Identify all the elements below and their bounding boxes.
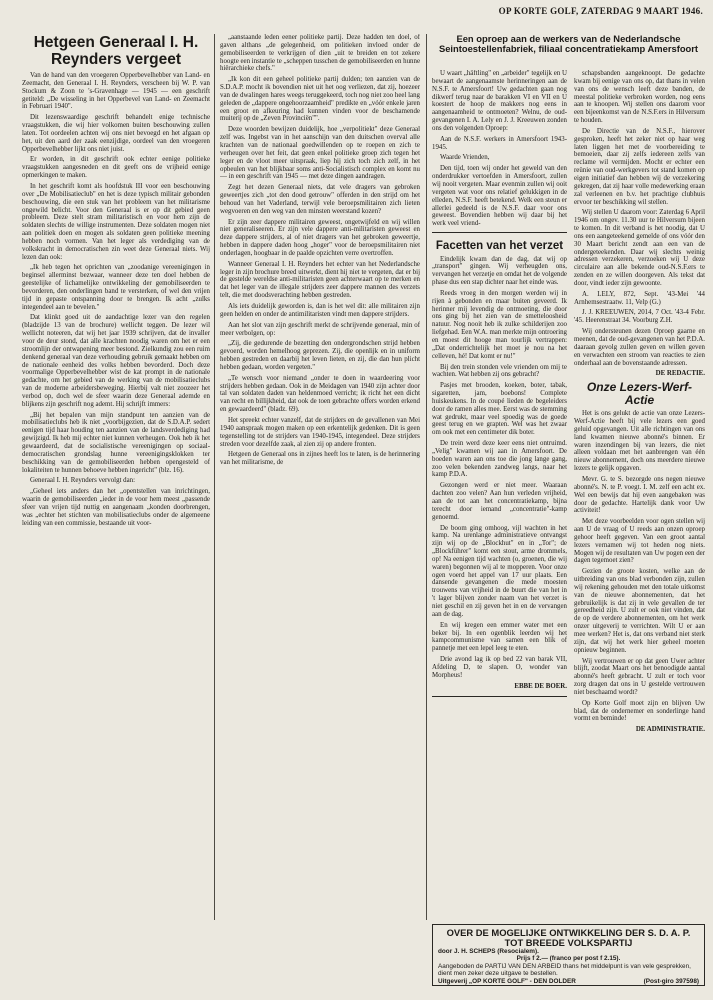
ad-publisher: Uitgeverij „OP KORTE GOLF" - DEN DOLDER [438,977,576,985]
facetten-paragraph: Reeds vroeg in den morgen werden wij in rijen à gebonden en maar buiten geveerd. Ik herinner mij levendig de ontmoeting, die door ons ging bij het zien van de smetteloosheid natuur. Nog nooit heb ik zulke schilderijen zoo liefgehad. Een W.A. man merkte mijn ontroering en moest dit hooge man tourlijk vertrappen: „Dat onderrichtelijk het moet je nou na het celleven, hé! Dat komt er nu!" [432,289,567,360]
oproep-heading [432,34,705,54]
column-rule [214,34,215,920]
oproep-right [574,70,705,920]
onze-paragraph: Op Korte Golf moet zijn en blijven Uw blad, dat de ondernemer en sonderlinge hand vormt en beminde! [574,699,705,723]
article-paragraph: Het spreekt echter vanzelf, dat de strijders en de gevallenen van Mei 1940 aanspraak mogen maken op een erkentelijk gedenken. Dit is geen tegenstelling tot de strijders van 1940-1945, integendeel. Deze strijders streden voor dezelfde zaak, al zien zij op andere fronten. [220,416,420,448]
column-rule [426,34,427,920]
article-paragraph: Hetgeen de Generaal ons in zijnes heeft los te laten, is de herinnering van het militarisme, de [220,451,420,467]
advertisement-box [432,924,705,986]
article-paragraph: Dat klinkt goed uit de aandachtige lezer van den regelen (bladzijde 13 van de brochure) wellicht teggen. De lezer wil wellicht noteeren, dat wij het jaar 1939 schrijven, dat de invaller voor de deur stond, dat alle krachten noodig waren om het er een stroomlijn der ontwapening meer bestond. Zielkundig zou een ruim denkend generaal van deze verhouding gebruik gemaakt hebben om de nationale eenheid des volks hebben bevorderd. Doch deze voormalige Opperbevelhebber wist de kat prompt in de nationale gedachte, om het gebied van de werking van de mobilisatieclubs van de moderne arbeidersbeweging. Hierbij valt niet zoozeer het verbod op, doch wel de sfeer waarin deze Generaal ademde en blijkens zijn geschrift nog ademt. Hij schrijft immers: [22,314,210,408]
oproep-paragraph: J. J. KREEUWEN, 2014, 7 Oct. '43-4 Febr. '45. Heerenstraat 34. Voorburg Z.H. [574,309,705,325]
article-paragraph: Dit lezenswaardige geschrift behandelt enige technische vraagstukken, die wij hier volkomen buiten beschouwing zullen laten. Tot oordeelen achten wij ons niet bevoegd en het afgaan op het, uit den aard der zaak eenzijdige, oordeel van den vroegeren Opperbevelhebber lijkt ons niet juist. [22,114,210,153]
article-paragraph: „aanstaande leden eener politieke partij. Deze hadden ten doel, of gaven althans „de gelegenheid, om politieken invloed onder de gemobiliseerden te verkrijgen of dien „uit te breiden en tot zekere hoogte een instantie te „scheppen tusschen de gemobiliseerden en hunne hiërarchieke chefs." [220,34,420,73]
article-paragraph: Zegt het dezen Generaal niets, dat vele dragers van gebroken geweertjes zich „tot den dood getrouw" offerden in den strijd om het behoud van het Vaderland, terwijl vele beroepsmilitairen zich lieten wegvoeren en den weg van den minsten weerstand kozen? [220,184,420,215]
article-paragraph: Aan het slot van zijn geschrift merkt de schrijvende generaal, min of meer verbolgen, op: [220,321,420,337]
oproep-paragraph: A. LELY, 872, Sept. '43-Mei '44 Arnhemsestraatw. 11, Velp (G.) [574,290,705,306]
facetten-paragraph: En wij kregen een emmer water met een beker bij. In een ogenblik leerden wij het kampcommunisme van samen een blik of pannetje met een lepel leeg te eten. [432,621,567,653]
article-paragraph: In het geschrift komt als hoofdstuk III voor een beschouwing over „De Mobilisatieclub" en het is deze typisch militair gebonden beschouwing, die een stuk van het probleem van het militarisme ongewild belicht. Voor den Generaal is er op dit gebied geen probleem. Deze stelt stram militaristisch en voor hem zijn de soldaten slechts de willige instrumenten. Deze soldaten mogen niet aan politiek doen en mogen als soldaten geen politieke meening hebben noch vormen. Van het leger als verdediging van de volkskracht in democratischen zin weet deze Generaal niets. Wij lezen dan ook: [22,182,210,261]
ad-headline: OVER DE MOGELIJKE ONTWIKKELING DER S. D. A. P. TOT BREEDE VOLKSPARTIJ [446,927,691,948]
facetten-paragraph: Eindelijk kwam dan de dag, dat wij op „transport" gingen. Wij verheugden ons, vervangen het verzetje en omdat het de volgende phase dus een stap dichter naar het einde was. [432,255,567,287]
onze-paragraph: Gezien de groote kosten, welke aan de uitbreiding van ons blad verbonden zijn, zullen wij rekening gehouden met den totale uitkomst van de nieuwe abonnementen, dat het gebruikelijk is dat zij in vele gevallen de ter gereedheid zijn. U zult er ook niet vinden, dat de op de verdere abonnementen, om het werk onzer uitgeverij te verrichten. Wilt U er aan mee werken? Het is, dat ons verband niet sterk zijn, dat wij het werk hier geheel moeten opnieuw beginnen. [574,568,705,654]
oproep-paragraph: U waart „häftling" en „arbeider" tegelijk en U bewaart de aangenaamste herinneringen aan de N.S.F. te Amersfoort! Uw gedachten gaan nog dikwerf terug naar de barakken VI en VII en U koestert de hoop de makkers nog eens in aangenaamheid te ontmoeten? Welnu, de oud-gevangenen I. A. Lely en J. J. Kreeuwen zonden ons den volgenden Oproep: [432,70,567,132]
article-paragraph: Als iets duidelijk geworden is, dan is het wel dit: alle militairen zijn geen helden en onder de antimilitaristen vindt men dappere strijders. [220,303,420,318]
facetten-paragraph: Pasjes met brooden, koeken, boter, tabak, sigaretten, jam, boebons! Complete huiskeukens. In de coupé lieden de begeleiders door de ramen alles mee. Eerst was de stemming wat gedrukt, maar veel spoedig was de goede geest terug en we grapten. Wel was het zwaar om ook met een centimeter dik boter. [432,382,567,437]
article-reynders-col1 [22,34,210,986]
onze-paragraph: Wij vertrouwen er op dat geen Uwer achter blijft, zoodat Maart ons het benoodigde aantal abonné's heeft gebracht. U zult er toch voor zorg dragen dat ons in U gestelde vertrouwen niet beschaamd wordt? [574,657,705,696]
oproep-paragraph: Waarde Vrienden, [440,154,490,162]
facetten-paragraph: Drie avond lag ik op bed 22 van barak VII, Afdeling D, te slapen. O, wonder van Morpheus! [432,656,567,679]
oproep-paragraph: schapsbanden aangeknoopt. De gedachte kwam bij eenige van ons op, dat thans in velen van ons de wensch leeft deze banden, de meestal politieke verbroken worden, nog eens aan te knoopen. Wij stellen ons daarom voor een bijeenkomst van de N.S.F.ers in Hilversum te houden. [574,70,705,125]
article-reynders-col2 [220,34,420,986]
article-paragraph: „Geheel iets anders dan het „opentstellen van inrichtingen, waarin de gemobiliseerden „ieder in de voor hem meest „passende sfeer van vrijen tijd nuttig en aangenaam „konden doorbrengen, was „echter het stichten van mobilisatieclubs onder de algemeene leiding van een commissie, bestaande uit voor- [22,488,210,527]
facetten-signature: EBBE DE BOER. [514,682,567,690]
article-paragraph: Er worden, in dit geschrift ook echter eenige politieke vraagstukken aangesneden en dit geeft ons de vrijheid eenige opmerkingen te maken. [22,156,210,180]
article-paragraph: „Zij, die gedurende de bezetting den ondergrondschen strijd hebben gevoerd, worden hemelhoog geprezen. Zij, die openlijk en in uniform hebben gestreden en daarbij het leven lieten, en zij, die dan hun plicht hebben gedaan, worden vergeten." [220,340,420,371]
oproep-paragraph: Wij ondersteunen dezen Oproep gaarne en meenen, dat de oud-gevangenen van het P.D.A. daaraan gevolg zullen geven en willen geven en verwachten een stroom van reacties te zien onderhaal aan de bovenstaande adressen. [574,328,705,367]
article-paragraph: „Bij het bepalen van mijn standpunt ten aanzien van de mobilisatieclubs heb ik niet „voorbijgezien, dat de S.D.A.P. sedert eenigen tijd haar houding ten aanzien van de landsverdediging had gewijzigd. Ik heb mij echter niet kunnen verheugen. Ook heb ik het gewaardeerd, dat de socialistische vereenigingen op sociaal-democratischen grondslag hunne vereenigingsklokken ter beschikking van de gemobiliseerden hebben opengesteld of lokaliteiten te hunnen behoeve hebben ingericht" (blz. 16). [22,411,210,474]
oproep-paragraph: De Directie van de N.S.F., hierover gesproken, heeft het zeker niet op haar weg laten liggen het met de voorbereiding te bemoeien, daar zij zelfs iedereen zelfs van reclame wil vermijden. Mocht er echter een reünie van oud-werkgevers tot stand komen op eigen initiatief dan hebben wij de verzekering gekregen, dat zij haar volle medewerking eraan zal verleenen en b.v. het prachtige clubhuis ervoor ter beschikking wil stellen. [574,127,705,206]
facetten-box [432,232,567,697]
facetten-paragraph: De trein werd deze keer eens niet ontruimd. „Velig" kwamen wij aan in Amersfoort. De boeden waren aan ons toe die jong lange gang, zoo velen bekenden zandweg langs, naar het kamp P.D.A. [432,440,567,479]
facetten-paragraph: Gezongen werd er niet meer. Waaraan dachten zoo velen? Aan hun verleden vrijheid, aan de tot aan het concentratiekamp, bijna terecht door iemand „concentratie"-kamp genoemd. [432,482,567,521]
onze-paragraph: Mevr. G. te S. bezorgde ons negen nieuwe abonné's. N. te P. voegt. I. M. zelf een acht ex. Wel een bewijs dat hij even aangebaken was door de gedachte. Hartelijk dank voor Uw activiteit! [574,475,705,515]
onze-title: Onze Lezers-Werf-Actie [586,380,693,408]
ad-giro: (Post-giro 397598) [643,977,699,985]
facetten-paragraph: Bij den trein stonden vele vrienden om mij te wachten. Wat hebben zij ons gebracht? [432,363,567,379]
article-paragraph: Er zijn zeer dappere militairen geweest, ongetwijfeld en wij willen niet generaliseeren. Er zijn vele dappere anti-militaristen geweest en deze dappere strijders, al of niet dragers van het gebroken geweertje, hebben in dappere daden hoog „hoger" voor de beroepsmilitairen niet onderlagen, hoogbaar in de paalde opzichten verre overtroffen. [220,218,420,257]
masthead: OP KORTE GOLF, ZATERDAG 9 MAART 1946. [498,6,703,16]
oproep-left [432,70,567,920]
ad-author: door J. H. SCHEPS (Resocialem). [438,948,539,955]
onze-signature: DE ADMINISTRATIE. [635,726,705,734]
oproep-signature: DE REDACTIE. [655,370,705,378]
article-paragraph: Deze woorden bewijzen duidelijk, hoe „verpolitiekt" deze Generaal zelf was. Ingebst van in het aanschijn van den duitschen overval alle krachten van de nationaal goedwillenden op te roepen en zich te verheugen over het feit, dat geen enkel politieke groep zich tegen het leger en de vloot meer uitspraak, liep hij zich toch zich zelf, in het opbeulen van het blijkbaar soms anti-Socialistisch complex en komt nu — in een geschrift van 1945 — met deze dingen aandragen. [220,126,420,181]
article-paragraph: „Ik kon dit een geheel politieke partij dulden; ten aanzien van de S.D.A.P. mocht ik bovendien niet uit het oog verliezen, dat zij, hoezeer van de dwalingen hares weegs teruggekeerd, toch nog niet zoo heel lang geleden de „dappere ongehoorzaamheid" predikte en „vóór enkele jaren een groot en afkeuring had kunnen vinden voor de beschamende muiterij op de „Zeven Provinciën"". [220,76,420,123]
article-paragraph: „Te wensch voor niemand „onder te doen in waardeering voor strijders hebben gedaan. Ook in de Meidagen van 1940 zijn achter door tal van soldaten daden van heldenmoed verricht; ik richt het een dicht van recht en billijkheid, dat ook de toen gebrachte offers worden erkend en gewaardeerd" (bladz. 69). [220,374,420,414]
onze-paragraph: Met deze voorbeelden voor ogen stellen wij aan U de vraag of U reeds aan onzen oproep gehoor heeft gegeven. Van een groot aantal lezers vernamen wij tot heden nog niets. Mogen wij de resultaten van Uw pogen een der dagen tegemoet zien? [574,518,705,565]
oproep-paragraph: Aan de N.S.F. werkers in Amersfoort 1943-1945. [432,135,567,151]
article-paragraph: Generaal I. H. Reynders vervolgt dan: [30,477,136,485]
article-paragraph: Van de hand van den vroegeren Opperbevelhebber van Land- en Zeemacht, den Generaal I. H. Reynders, verscheen bij W. P. van Stockum & Zoon te 's-Gravenhage — 1945 — een geschrift getiteld: „De wisseling in het Opperbevel van Land- en Zeemacht in Februari 1940". [22,72,210,111]
ad-note: Aangeboden de PARTIJ VAN DEN ARBEID thans het middelpunt is van vele gesprekken, dient men zeker deze uitgave te bestellen. [438,962,691,978]
oproep-paragraph: Wij stellen U daarom voor: Zaterdag 6 April 1946 om ongev. 11.30 uur te Hilversum bijeen te komen. In dit verband is het noodig, dat U ons een aangeteekend gemelde of ons vóór den 30 Maart bericht zendt aan een van de ondergeteekenden. Daar wij slechts weinig adressen verzekeren, verzoeken wij U deze circulaire aan alle bekende oud-N.S.F.ers te zenden en ze willen doorgeven. Als tekst dat door, vindt ieder zijn gewoonte. [574,209,705,287]
facetten-title: Facetten van het verzet [435,240,564,253]
article-paragraph: „Ik heb tegen het oprichten van „zoodanige vereenigingen in beginsel allerminst bezwaar, wanneer deze ten doel hebben de geestelijke of lichamelijke ontwikkeling der gemobiliseerden te bevorderen, den onderlingen band te versterken, of wel den vrijen tijd in gepaste ontspanning door te brengen. Ik acht „zulks integendeel aan te bevelen." [22,264,210,311]
oproep-title: Een oproep aan de werkers van de Nederlandsche Seintoestellenfabriek, filiaal concentratiekamp Amersfoort [438,33,699,55]
article-paragraph: Wanneer Generaal I. H. Reynders het echter van het Nederlandsche leger in zijn brochure breed uitwerkt, dient hij niet te vergeten, dat er bij de gestelde wereldse anti-militaristen geen achterwaart op te merken en dat het leger van de illegale strijders zeer dappere mannen des verzets telt, die met doodsverachting hebben gestreden. [220,260,420,300]
oproep-paragraph: Den tijd, toen wij onder het geweld van den onderdrukker vertoefden in Amersfoort, zullen wij nooit vergeten. Maar evenmin zullen wij ooit vergeten wat voor ons relatief gelukkigen in de elleden, N.S.F. heeft betekend. Welk een steun er allerlei gedeeld is de N.S.F. daar voor ons geweest. Bovendien hebben wij daar bij het werk veel vriend- [432,165,567,228]
ad-price: Prijs f 2.— (franco per post f 2.15). [516,955,621,963]
facetten-paragraph: De boom ging omhoog, vijl wachten in het kamp. Na urenlange administratieve ontvangst zijn wij op de „Blockhut" en in „Tor"; de „Blockführer" komt een stout, arme drommels, op! Na eenigen tijd wachten (o, groenen, die wij waren) begonnen wij al te mopperen. Voor onze ogen voerd het appel van 17 uur plaats. Een dansende gevangenen die mede moesten trouwens van vrijheid in de buurt die van het in 't lager blijven zonder naam van het verzet is niet geschil en zij geven het in en de vervangen aan de dag. [432,524,567,618]
article-reynders-title: Hetgeen Generaal I. H. Reynders vergeet [33,34,199,68]
onze-paragraph: Het is ons gelukt de actie van onze Lezers-Werf-Actie heeft bij vele lezers een goed geluid opgevangen. Uit alle richtingen van ons land kwamen nieuwe abonné's binnen. Er waren inzendingen bij van lezers, die niet alleen voldaan met het aanbrengen van één nieuw abonnement, doch ons meerdere nieuwe lezers te gelijk opgaven. [574,410,705,473]
